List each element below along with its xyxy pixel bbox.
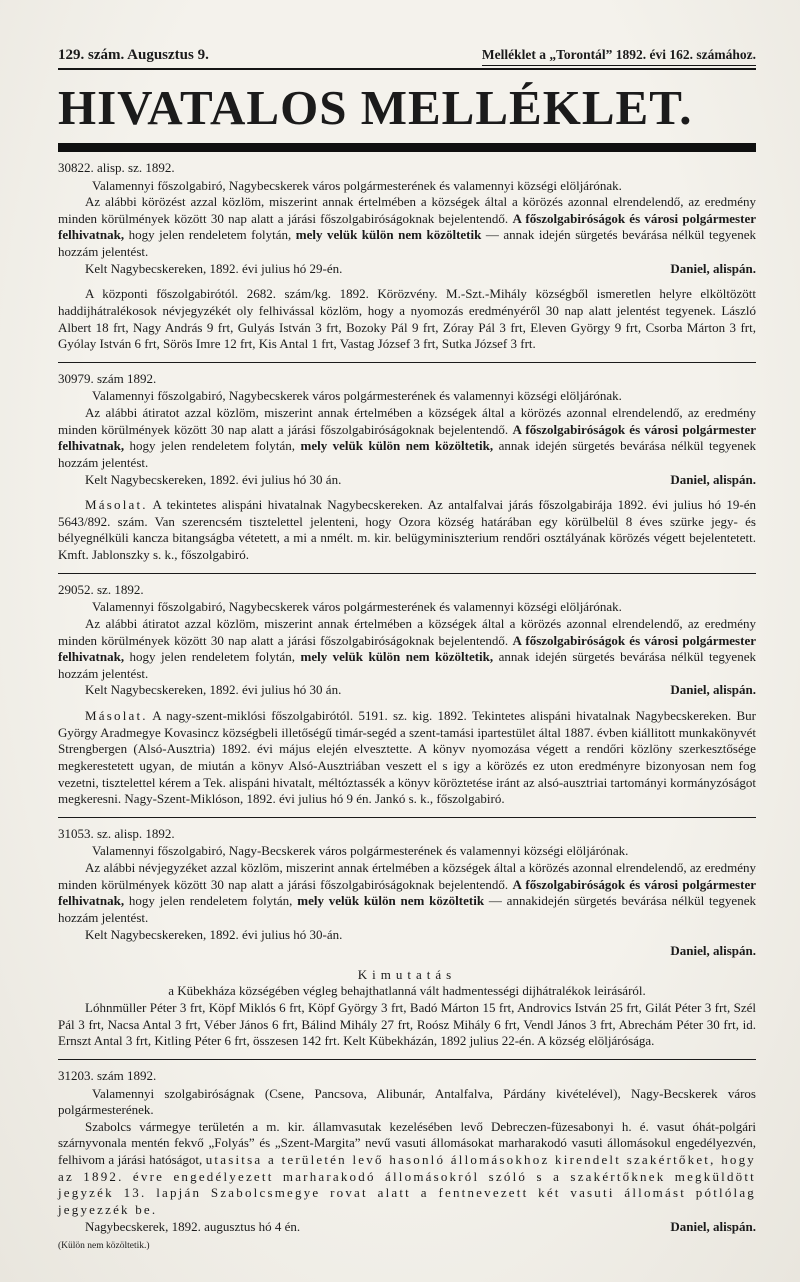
entry-addressee: Valamennyi főszolgabiró, Nagybecskerek város polgármesterének és valamennyi községi elöljárónak. [92, 388, 622, 404]
text-run: mely velük külön nem közöltetik [295, 227, 482, 243]
entry-body [58, 405, 756, 472]
text-run: hogy jelen rendeletem folytán, [124, 893, 298, 909]
text-run: hogy jelen rendeletem folytán, [124, 227, 296, 243]
entry-30979 [58, 371, 756, 564]
gazette-title: HIVATALOS MELLÉKLET. [58, 80, 693, 136]
section-divider [58, 1059, 756, 1060]
issue-label: 129. szám. Augusztus 9. [58, 47, 209, 63]
entry-30822 [58, 160, 756, 353]
entry-29052 [58, 582, 756, 808]
text-run: — annak idején sürgetés bevárása nélkül tegyenek hozzám jelentést. [58, 227, 756, 260]
text-run: mely velük külön nem közöltetik, [300, 438, 494, 454]
text-run: utasitsa a területén levő hasonló állomásokhoz kirendelt szakértőket, hogy az 1892. évre engedélyezett marharakodó állomásokról szóló s a szakértőknek megküldött jegyzék 13. lapján Szabolcsmegye rovat alatt a fentnevezett két vasuti állomást pótlólag jegyezzék be. [58, 1152, 756, 1217]
entry-number: 30979. szám 1892. [58, 370, 157, 386]
entry-number: 31053. sz. alisp. 1892. [58, 825, 175, 841]
entry-addressee: Valamennyi főszolgabiró, Nagy-Becskerek város polgármesterének és valamennyi községi elöljárónak. [92, 843, 629, 859]
entry-dateline-row [58, 472, 756, 489]
text-run: — annakidején sürgetés bevárása nélkül tegyenek hozzám jelentést. [58, 893, 756, 925]
entry-date: Kelt Nagybecskereken, 1892. évi julius hó 30 án. [85, 471, 342, 487]
entry-annex [58, 708, 756, 808]
entry-dateline-row [58, 682, 756, 699]
text-run: A tekintetes alispáni hivatalnak Nagybecskereken. Az antalfalvai járás főszolgabirája 1892. évi julius hó 19-én 5643/892. szám. Van szerencsém tisztelettel jelenteni, hogy Ozora község határában egy körülbelül 8 éves szürke jegy- és bélyegnélküli kancza bitangságba vétetett, a mi a nmélt. m. kir. belügyminiszterium rendőri osztályának körözés végett bejelentetett. Kmft. Jablonszky s. k., főszolgabiró. [58, 497, 756, 563]
text-run: mely velük külön nem közöltetik [297, 893, 485, 909]
entry-date: Kelt Nagybecskereken, 1892. évi julius hó 30-án. [85, 926, 343, 942]
masthead-row [58, 46, 756, 66]
entry-signature: Daniel, alispán. [670, 471, 756, 487]
supplement-label: Melléklet a „Torontál” 1892. évi 162. számához. [482, 46, 756, 66]
entry-signature: Daniel, alispán. [670, 260, 756, 276]
text-run: Másolat. [85, 708, 148, 724]
text-run: Szabolcs vármegye területén a m. kir. államvasutak kezelésében levő Debreczen-füzesabonyi h. é. vasut óhát-polgári szárnyvonala mentén fekvő „Folyás” és „Szent-Margita” nevű vasuti állomásokat marharakodó vasuti állomásokul engedélyezvén, felhivom a járási hatóságot, [58, 1118, 756, 1168]
text-run: Az alábbi átiratot azzal közlöm, miszerint annak értelmében a községek által a körözés azonnal elrendelendő, az eredmény minden körülmények között 30 nap alatt a járási főszolgabiróságoknak bejelentendő. [58, 615, 756, 648]
entry-signature-row [58, 943, 756, 960]
entry-signature: Daniel, alispán. [670, 682, 756, 698]
text-run: A nagy-szent-miklósi főszolgabirótól. 5191. sz. kig. 1892. Tekintetes alispáni hivatalnak Nagybecskereken. Bur György Aradmegye Kovasincz községbeli illetőségű timár-segéd a szent-tamási ipartestület által 1887. évben kiállitott munkakönyvét Strengbergen (Alsó-Ausztria) 1892. évi május elején elvesztette. A könyv nyomozása végett a rendőri közlöny szerkesztősége megkerestetett ugyan, de miután a könyv Alsó-Ausztriában veszett el s igy a körözés ez uton eredményre bizonyosan nem fog vezetni, tisztelettel kérem a Tek. alispáni hivatalt, méltóztassék a könyv köröztetése iránt az alsó-ausztriai tartományi kormányzóságot megkeresni. Nagy-Szent-Miklóson, 1892. évi julius hó 9 én. Jankó s. k., főszolgabiró. [58, 708, 756, 807]
entry-number: 30822. alisp. sz. 1892. [58, 159, 175, 175]
statement-subtitle: a Kübekháza községében végleg behajthatlanná vált hadmentességi dijhátralékok leirásáról. [168, 983, 646, 999]
entry-addressee: Valamennyi főszolgabiró, Nagybecskerek város polgármesterének és valamennyi községi elöljárónak. [92, 599, 622, 615]
section-divider [58, 817, 756, 818]
text-run: A központi főszolgabirótól. 2682. szám/kg. 1892. Körözvény. M.-Szt.-Mihály községből ismeretlen helyre elköltözött haddijhátralékosok névjegyzékét oly felhivással közlöm, hogy a nyomozás eredményéről 30 nap alatt jelentést tegyenek. László Albert 18 frt, Nagy András 9 frt, Gulyás István 3 frt, Bozoky Pál 9 frt, Zóray Pál 3 frt, Eleven György 9 frt, Csorba Márton 3 frt, Gyólay István 6 frt, Sörös Imre 12 frt, Kis Antal 1 frt, Vastag József 3 frt, Sutka József 3 frt. [58, 286, 756, 352]
entry-date: Kelt Nagybecskereken, 1892. évi julius hó 29-én. [85, 260, 343, 276]
entry-date: Kelt Nagybecskereken, 1892. évi julius hó 30 án. [85, 682, 342, 698]
text-run: Az alábbi névjegyzéket azzal közlöm, miszerint annak értelmében a községek által a körözés azonnal elrendelendő, az eredmény minden körülmények között 30 nap alatt a járási főszolgabiróságoknak bejelentendő. [58, 860, 756, 892]
masthead [58, 46, 756, 152]
entry-signature: Daniel, alispán. [670, 943, 756, 959]
title-rule [58, 143, 756, 152]
printer-footnote: (Külön nem közöltetik.) [58, 1241, 150, 1252]
entry-number: 31203. szám 1892. [58, 1067, 157, 1083]
entry-addressee: Valamennyi szolgabiróságnak (Csene, Pancsova, Alibunár, Antalfalva, Párdány kivételével), Nagy-Becskerek város polgármesterének. [58, 1085, 756, 1118]
entry-dateline-row [58, 1219, 756, 1236]
entry-date: Nagybecskerek, 1892. augusztus hó 4 én. [85, 1218, 301, 1234]
entry-annex [58, 497, 756, 564]
text-run: hogy jelen rendeletem folytán, [124, 649, 301, 665]
text-run: annak idején sürgetés bevárása nélkül tegyenek hozzám jelentést. [58, 649, 756, 681]
text-run: A főszolgabiróságok és városi polgármester felhivatnak, [58, 876, 756, 909]
text-run: annak idején sürgetés bevárása nélkül tegyenek hozzám jelentést. [58, 438, 756, 470]
masthead-rule [58, 68, 756, 70]
section-divider [58, 573, 756, 574]
entry-31053 [58, 826, 756, 1050]
text-run: Az alábbi átiratot azzal közlöm, miszerint annak értelmében a községek által a körözés azonnal elrendelendő, az eredmény minden körülmények között 30 nap alatt a járási főszolgabiróságoknak bejelentendő. [58, 405, 756, 437]
entry-body [58, 1119, 756, 1219]
entry-addressee: Valamennyi főszolgabiró, Nagybecskerek város polgármesterének és valamennyi községi elöljárónak. [92, 177, 622, 193]
entry-body [58, 616, 756, 683]
text-run: mely velük külön nem közöltetik, [300, 649, 494, 665]
entry-signature: Daniel, alispán. [670, 1218, 756, 1234]
entry-31203 [58, 1068, 756, 1252]
text-run: Az alábbi körözést azzal közlöm, miszerint annak értelmében a községek által a körözés azonnal elrendelendő, az eredmény minden körülmények között 30 nap alatt a járási főszolgabiróságoknak bejelentendő. [58, 194, 756, 226]
text-run: A főszolgabiróságok és városi polgármester felhivatnak, [58, 421, 756, 454]
text-run: Másolat. [85, 497, 148, 513]
entry-annex [58, 286, 756, 353]
entry-body [58, 860, 756, 927]
statement-list: Lóhnmüller Péter 3 frt, Köpf Miklós 6 frt, Köpf György 3 frt, Badó Márton 15 frt, Androvics István 25 frt, Gilát Péter 3 frt, Szél Pál 3 frt, Nacsa Antal 3 frt, Véber János 6 frt, Bálind Mihály 27 frt, Roósz Mihály 6 frt, Vendl János 3 frt, Abrechám Péter 30 frt, id. Ernszt Antal 3 frt, Kitling Péter 6 frt, összesen 142 frt. Kelt Kübekházán, 1892 julius 22-én. A község elöljárósága. [58, 1000, 756, 1049]
entry-dateline-row [58, 261, 756, 278]
entry-body [58, 194, 756, 261]
text-run: A főszolgabiróságok és városi polgármester felhivatnak, [58, 210, 756, 243]
entry-number: 29052. sz. 1892. [58, 581, 144, 597]
text-run: A főszolgabiróságok és városi polgármester felhivatnak, [58, 632, 756, 665]
section-divider [58, 362, 756, 363]
statement-title: Kimutatás [357, 966, 457, 982]
text-run: hogy jelen rendeletem folytán, [124, 438, 301, 454]
